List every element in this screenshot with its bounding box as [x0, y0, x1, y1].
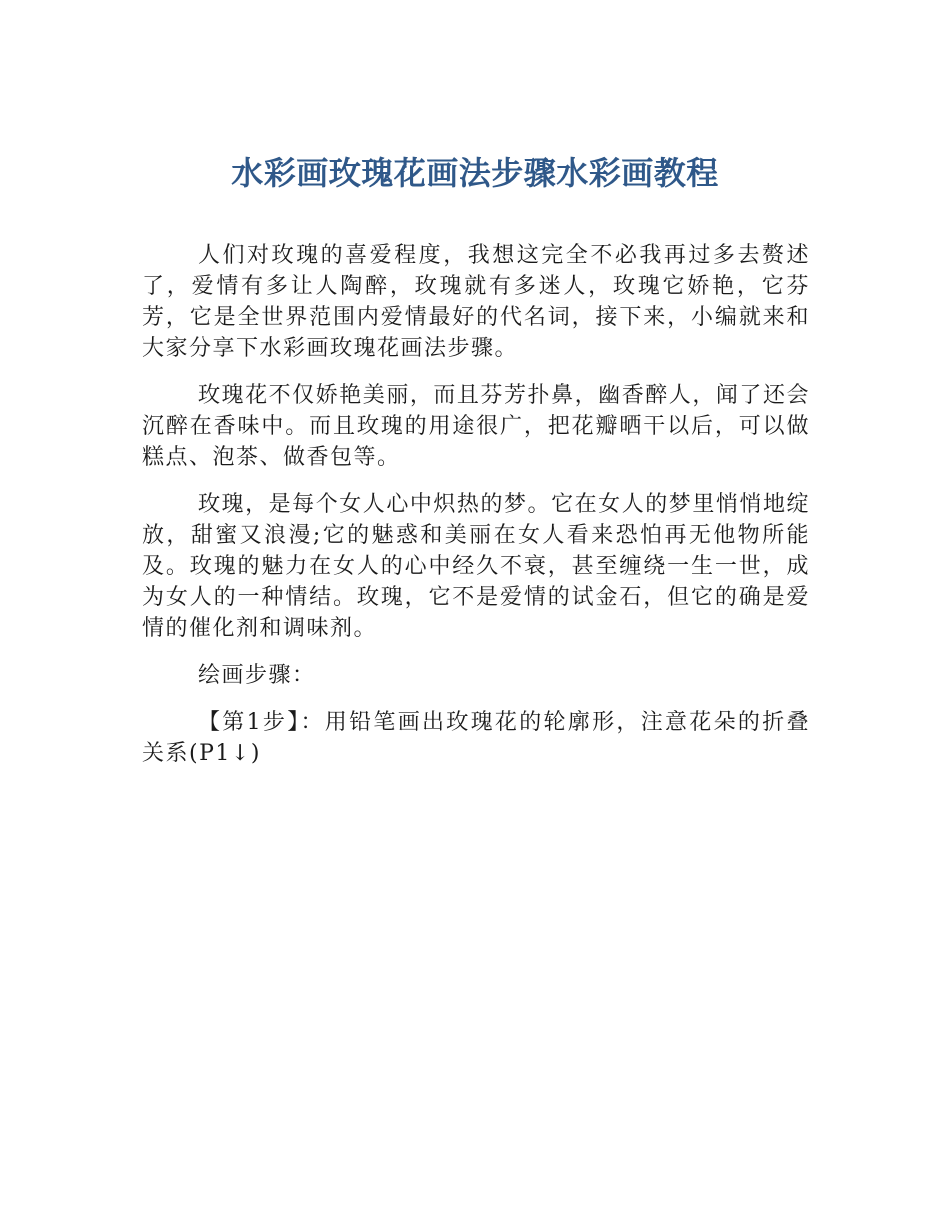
paragraph-step-1: 【第1步】：用铅笔画出玫瑰花的轮廓形，注意花朵的折叠关系(P1↓)	[142, 710, 810, 766]
document-body	[142, 240, 810, 785]
paragraph-rose-uses: 玫瑰花不仅娇艳美丽，而且芬芳扑鼻，幽香醉人，闻了还会沉醉在香味中。而且玫瑰的用途很广，把花瓣晒干以后，可以做糕点、泡茶、做香包等。	[142, 383, 810, 470]
paragraph-rose-meaning: 玫瑰，是每个女人心中炽热的梦。它在女人的梦里悄悄地绽放，甜蜜又浪漫;它的魅惑和美丽在女人看来恐怕再无他物所能及。玫瑰的魅力在女人的心中经久不衰，甚至缠绕一生一世，成为女人的一种情结。玫瑰，它不是爱情的试金石，但它的确是爱情的催化剂和调味剂。	[142, 492, 810, 641]
paragraph-steps-heading: 绘画步骤：	[198, 663, 316, 688]
paragraph-intro: 人们对玫瑰的喜爱程度，我想这完全不必我再过多去赘述了，爱情有多让人陶醉，玫瑰就有多迷人，玫瑰它娇艳，它芬芳，它是全世界范围内爱情最好的代名词，接下来，小编就来和大家分享下水彩画玫瑰花画法步骤。	[142, 243, 810, 361]
document-title: 水彩画玫瑰花画法步骤水彩画教程	[231, 154, 719, 192]
